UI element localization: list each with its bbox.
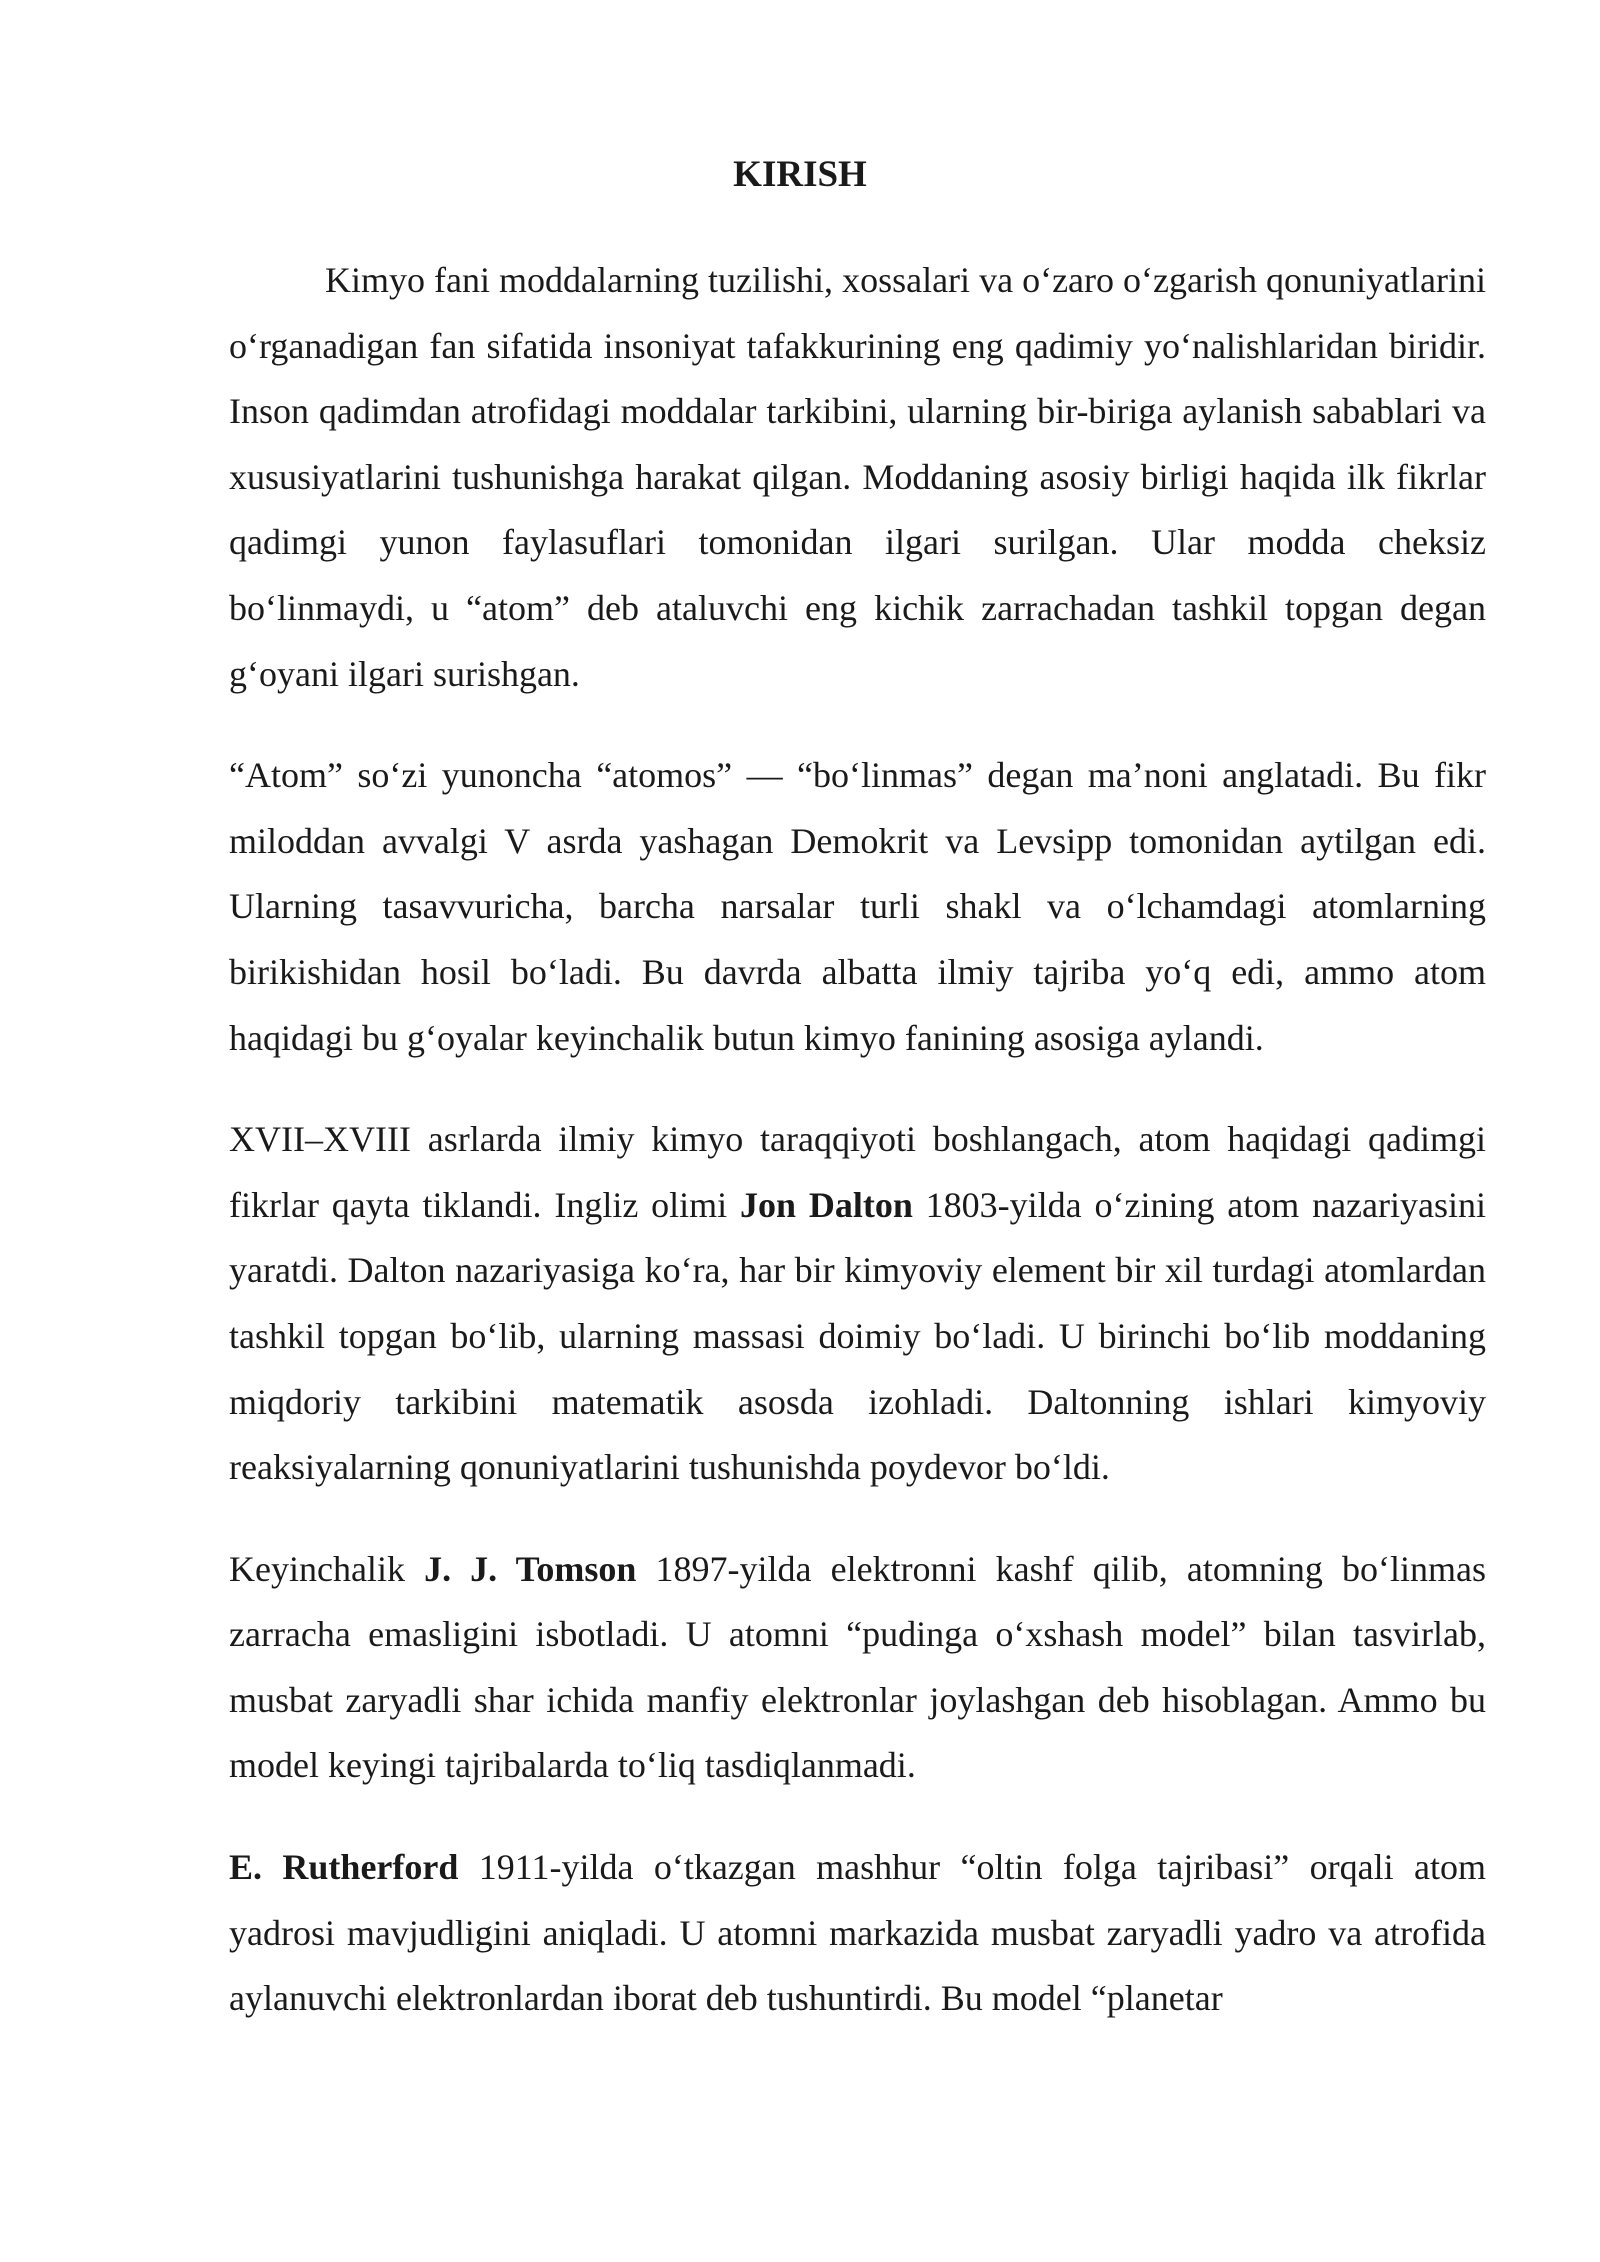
document-body [229,248,1486,2032]
paragraph-3-text-start: XVII–XVIII asrlarda ilmiy kimyo taraqqiyoti boshlangach, atom haqidagi qadimgi fikrlar qayta tiklandi. Ingliz olimi [229,1119,1486,1225]
paragraph-2-text: “Atom” so‘zi yunoncha “atomos” — “bo‘linmas” degan ma’noni anglatadi. Bu fikr miloddan avvalgi V asrda yashagan Demokrit va Levsipp tomonidan aytilgan edi. Ularning tasavvuricha, barcha narsalar turli shakl va o‘lchamdagi atomlarning birikishidan hosil bo‘ladi. Bu davrda albatta ilmiy tajriba yo‘q edi, ammo atom haqidagi bu g‘oyalar keyinchalik butun kimyo fanining asosiga aylandi. [229,755,1486,1058]
name-jj-tomson: J. J. Tomson [424,1548,637,1589]
paragraph-3 [229,1107,1486,1501]
name-e-rutherford: E. Rutherford [229,1847,459,1888]
paragraph-3-text-end: 1803-yilda o‘zining atom nazariyasini yaratdi. Dalton nazariyasiga ko‘ra, har bir kimyoviy element bir xil turdagi atomlardan tashkil topgan bo‘lib, ularning massasi doimiy bo‘ladi. U birinchi bo‘lib moddaning miqdoriy tarkibini matematik asosda izohladi. Daltonning ishlari kimyoviy reaksiyalarning qonuniyatlarini tushunishda poydevor bo‘ldi. [229,1184,1487,1488]
paragraph-4-text-start: Keyinchalik [229,1548,425,1589]
page-title: KIRISH [733,154,867,195]
paragraph-1 [229,248,1486,707]
paragraph-2 [229,743,1486,1071]
paragraph-4-text-end: 1897-yilda elektronni kashf qilib, atomning bo‘linmas zarracha emasligini isbotladi. U atomni “pudinga o‘xshash model” bilan tasvirlab, musbat zaryadli shar ichida manfiy elektronlar joylashgan deb hisoblagan. Ammo bu model keyingi tajribalarda to‘liq tasdiqlanmadi. [229,1548,1486,1786]
name-jon-dalton: Jon Dalton [740,1184,913,1225]
paragraph-5-text: 1911-yilda o‘tkazgan mashhur “oltin folga tajribasi” orqali atom yadrosi mavjudligini aniqladi. U atomni markazida musbat zaryadli yadro va atrofida aylanuvchi elektronlardan iborat deb tushuntirdi. Bu model “planetar [229,1847,1486,2019]
paragraph-1-text: Kimyo fani moddalarning tuzilishi, xossalari va o‘zaro o‘zgarish qonuniyatlarini o‘rganadigan fan sifatida insoniyat tafakkurining eng qadimiy yo‘nalishlaridan biridir. Inson qadimdan atrofidagi moddalar tarkibini, ularning bir-biriga aylanish sabablari va xususiyatlarini tushunishga harakat qilgan. Moddaning asosiy birligi haqida ilk fikrlar qadimgi yunon faylasuflari tomonidan ilgari surilgan. Ular modda cheksiz bo‘linmaydi, u “atom” deb ataluvchi eng kichik zarrachadan tashkil topgan degan g‘oyani ilgari surishgan. [229,260,1486,694]
paragraph-5 [229,1835,1486,2032]
paragraph-4 [229,1537,1486,1799]
